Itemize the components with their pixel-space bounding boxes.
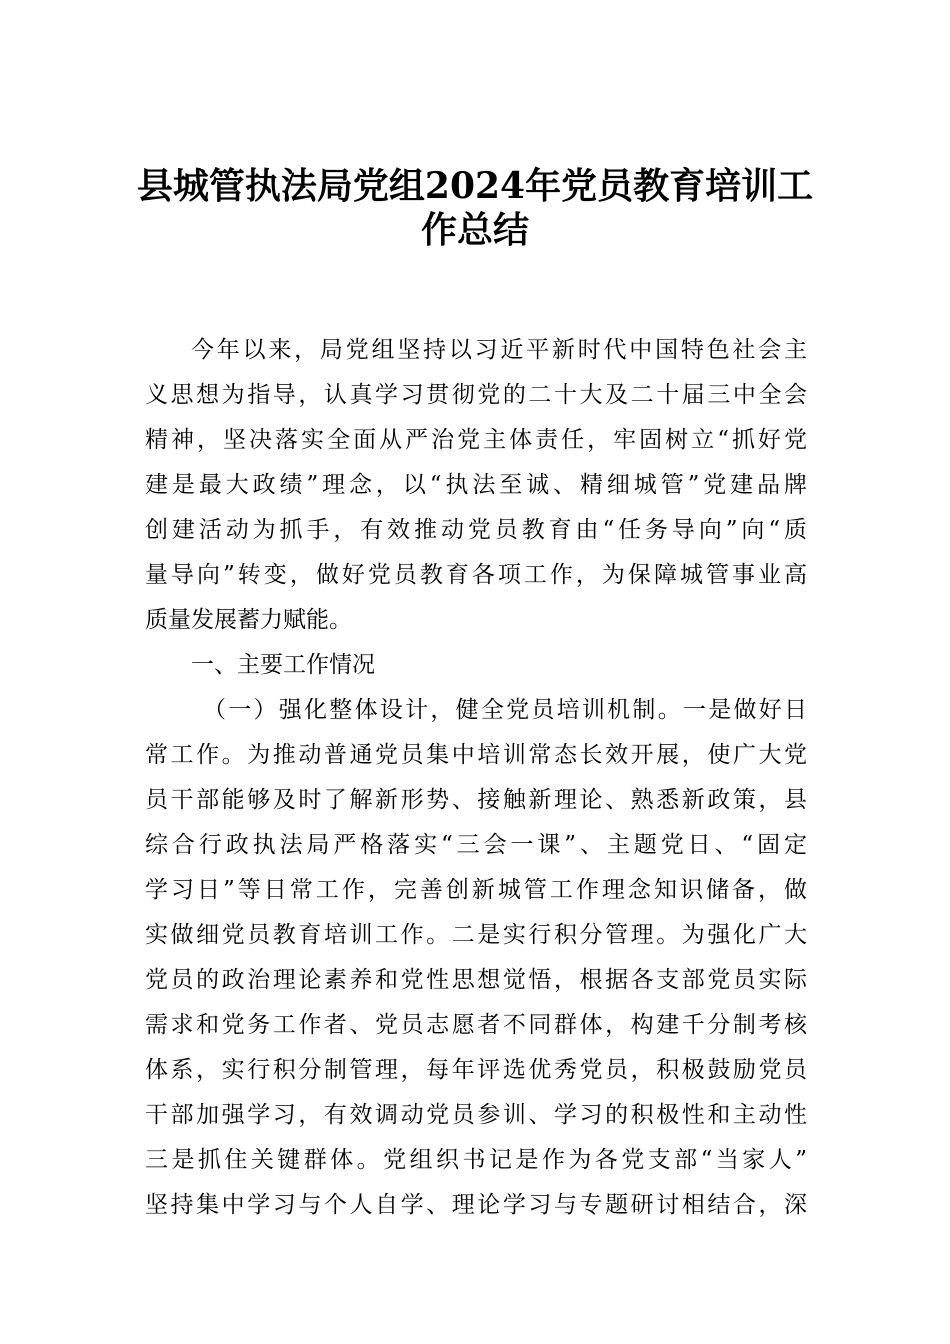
intro-paragraph-line: 精神，坚决落实全面从严治党主体责任，牢固树立“抓好党	[145, 427, 807, 453]
subsection-paragraph-line: 三是抓住关键群体。党组织书记是作为各党支部“当家人”	[145, 1147, 807, 1173]
subsection-paragraph-line: 坚持集中学习与个人自学、理论学习与专题研讨相结合，深	[145, 1192, 807, 1218]
intro-paragraph-line: 质量发展蓄力赋能。	[145, 607, 352, 633]
intro-paragraph-line: 创建活动为抓手，有效推动党员教育由“任务导向”向“质	[145, 517, 807, 543]
subsection-paragraph-line: 需求和党务工作者、党员志愿者不同群体，构建千分制考核	[145, 1012, 807, 1038]
subsection-paragraph-line: 员干部能够及时了解新形势、接触新理论、熟悉新政策，县	[145, 787, 807, 813]
intro-paragraph-line: 量导向”转变，做好党员教育各项工作，为保障城管事业高	[145, 562, 807, 588]
document-title-line-1: 县城管执法局党组2024年党员教育培训工	[136, 165, 814, 207]
document-title-line-2: 作总结	[420, 209, 529, 251]
document-body	[145, 328, 807, 1228]
subsection-paragraph-line: 干部加强学习，有效调动党员参训、学习的积极性和主动性	[145, 1102, 807, 1128]
subsection-paragraph-line: 学习日”等日常工作，完善创新城管工作理念知识储备，做	[145, 877, 807, 903]
intro-paragraph-line: 建是最大政绩”理念，以“执法至诚、精细城管”党建品牌	[145, 472, 807, 498]
intro-paragraph-line: 今年以来，局党组坚持以习近平新时代中国特色社会主	[191, 337, 807, 363]
subsection-paragraph-line: 实做细党员教育培训工作。二是实行积分管理。为强化广大	[145, 922, 807, 948]
subsection-paragraph-line: （一）强化整体设计，健全党员培训机制。一是做好日	[203, 697, 807, 723]
subsection-paragraph-line: 综合行政执法局严格落实“三会一课”、主题党日、“固定	[145, 832, 807, 858]
subsection-paragraph-line: 常工作。为推动普通党员集中培训常态长效开展，使广大党	[145, 742, 807, 768]
subsection-paragraph-line: 体系，实行积分制管理，每年评选优秀党员，积极鼓励党员	[145, 1057, 807, 1083]
intro-paragraph-line: 义思想为指导，认真学习贯彻党的二十大及二十届三中全会	[145, 382, 807, 408]
section-heading: 一、主要工作情况	[191, 652, 375, 678]
subsection-paragraph-line: 党员的政治理论素养和党性思想觉悟，根据各支部党员实际	[145, 967, 807, 993]
